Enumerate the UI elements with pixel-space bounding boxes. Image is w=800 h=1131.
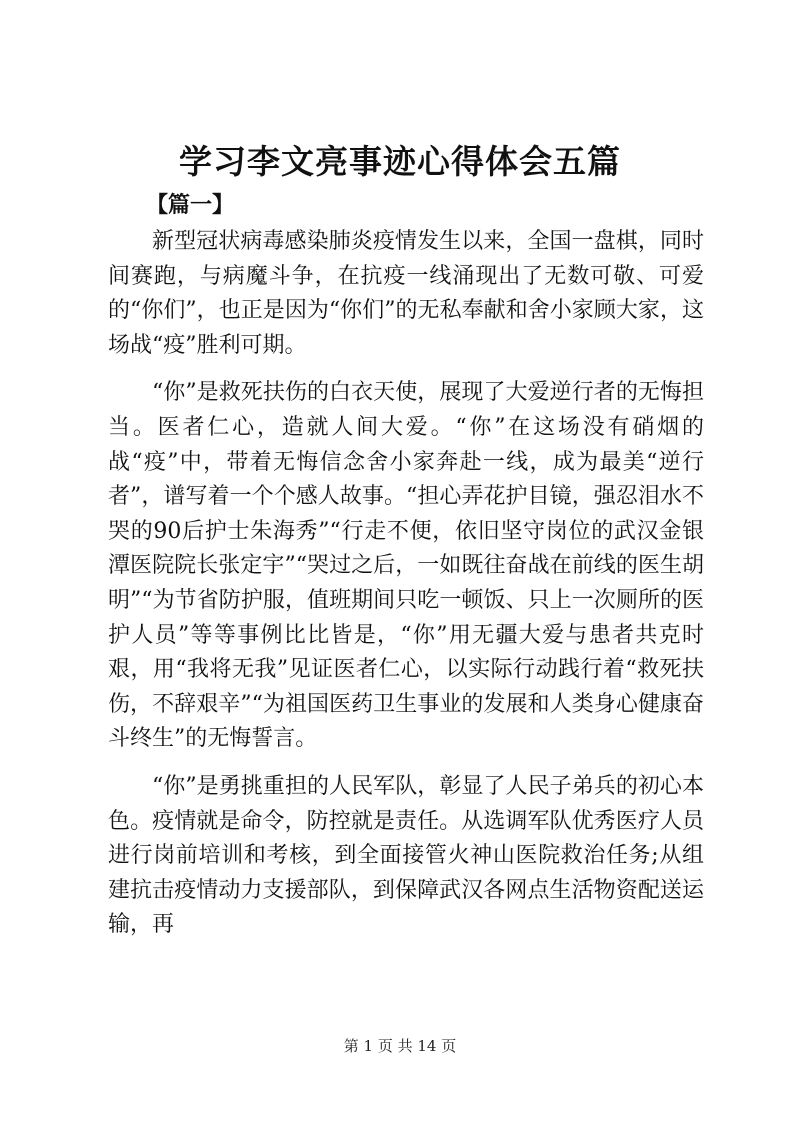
document-title: 学习李文亮事迹心得体会五篇 bbox=[179, 142, 621, 181]
paragraph: “你”是勇挑重担的人民军队，彰显了人民子弟兵的初心本色。疫情就是命令，防控就是责任。从选调军队优秀医疗人员进行岗前培训和考核，到全面接管火神山医院救治任务;从组建抗击疫情动力支援部队，到保障武汉各网点生活物资配送运输，再 bbox=[108, 773, 704, 938]
document-body bbox=[108, 225, 704, 956]
paragraph: 新型冠状病毒感染肺炎疫情发生以来，全国一盘棋，同时间赛跑，与病魔斗争，在抗疫一线涌现出了无数可敬、可爱的“你们”，也正是因为“你们”的无私奉献和舍小家顾大家，这场战“疫”胜利可期。 bbox=[108, 229, 704, 358]
paragraph: “你”是救死扶伤的白衣天使，展现了大爱逆行者的无悔担当。医者仁心，造就人间大爱。“你”在这场没有硝烟的战“疫”中，带着无悔信念舍小家奔赴一线，成为最美“逆行者”，谱写着一个个感人故事。“担心弄花护目镜，强忍泪水不哭的90后护士朱海秀”“行走不便，依旧坚守岗位的武汉金银潭医院院长张定宇”“哭过之后，一如既往奋战在前线的医生胡明”“为节省防护服，值班期间只吃一顿饭、只上一次厕所的医护人员”等等事例比比皆是，“你”用无疆大爱与患者共克时艰，用“我将无我”见证医者仁心，以实际行动践行着“救死扶伤，不辞艰辛”“为祖国医药卫生事业的发展和人类身心健康奋斗终生”的无悔誓言。 bbox=[108, 380, 704, 752]
section-label: 【篇一】 bbox=[146, 192, 235, 218]
page-footer: 第 1 页 共 14 页 bbox=[343, 1037, 457, 1055]
